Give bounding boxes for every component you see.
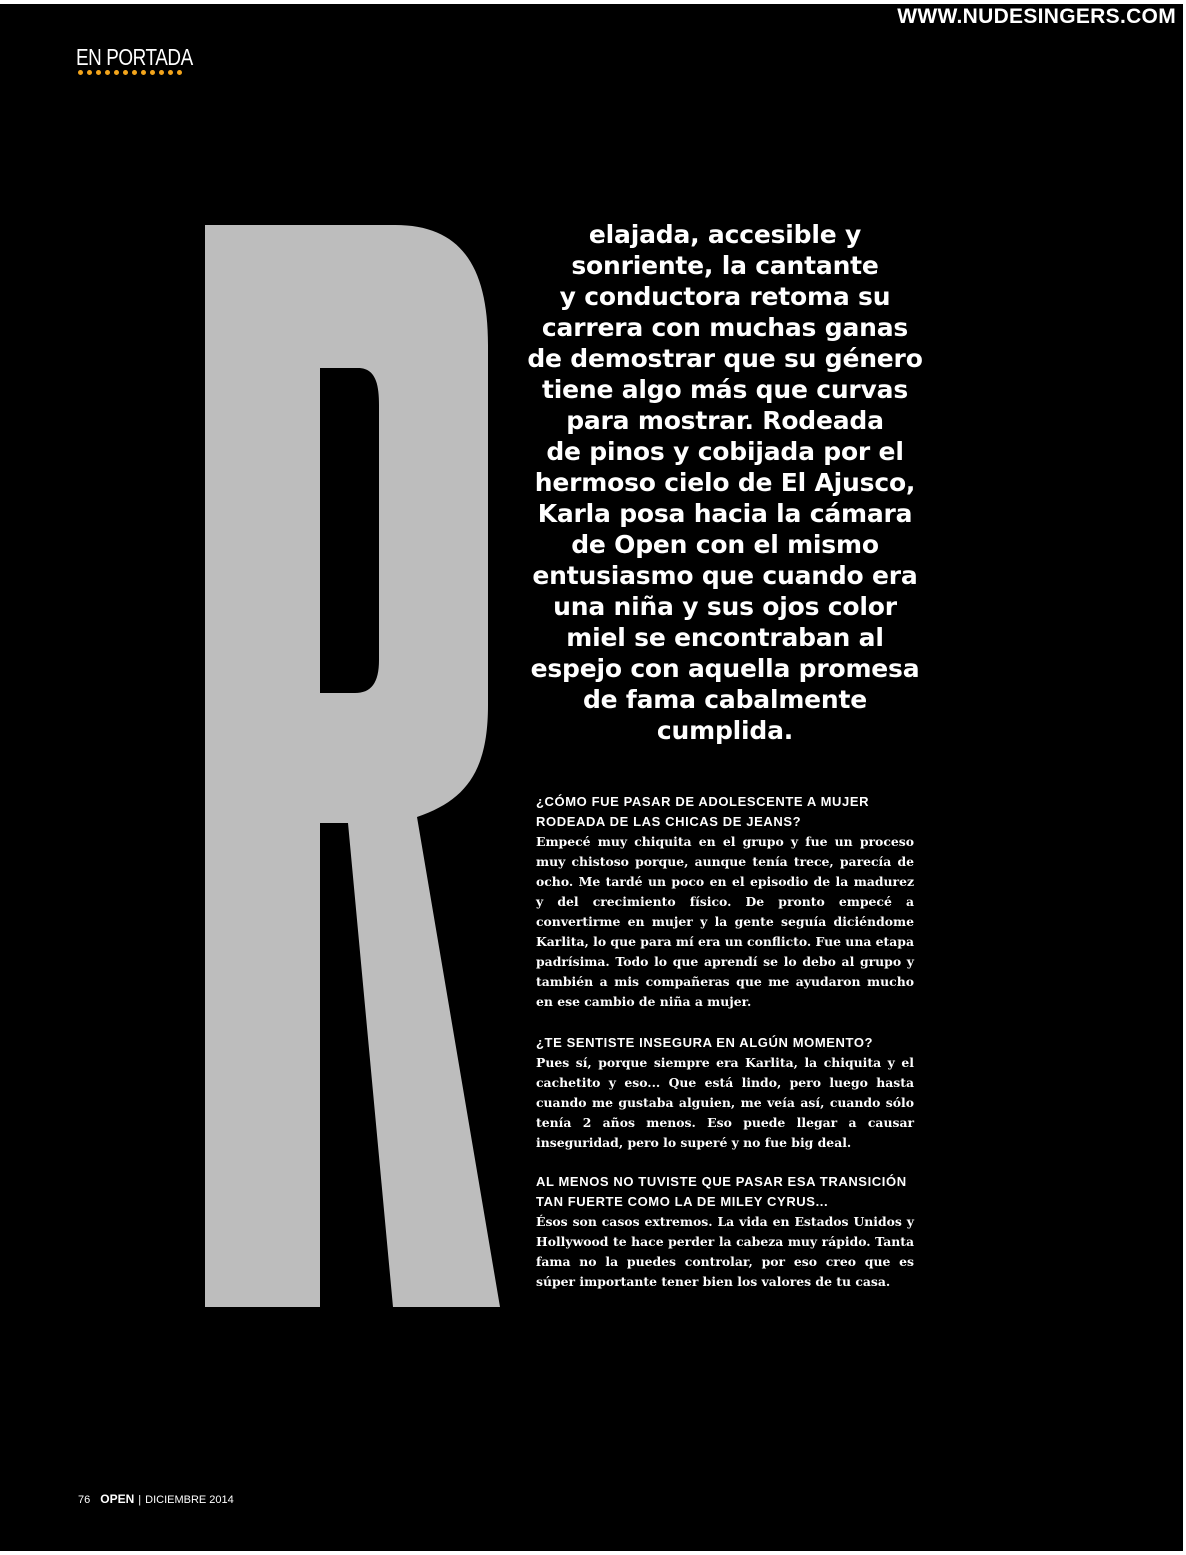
bottom-border [0, 1551, 1186, 1555]
page-footer [78, 1492, 234, 1506]
lead-line: de fama cabalmente [582, 685, 868, 714]
lead-line: una niña y sus ojos color [553, 592, 897, 621]
lead-line: de pinos y cobijada por el [546, 437, 904, 466]
issue-date: DICIEMBRE 2014 [145, 1494, 234, 1506]
lead-line: Karla posa hacia la cámara [537, 499, 913, 528]
top-border [0, 0, 1186, 4]
lead-line: espejo con aquella promesa [530, 654, 920, 683]
lead-line: hermoso cielo de El Ajusco, [534, 468, 916, 497]
footer-separator: | [138, 1494, 142, 1506]
lead-line: carrera con muchas ganas [541, 313, 909, 342]
lead-line: elajada, accesible y [588, 220, 862, 249]
lead-line: y conductora retoma su [559, 282, 891, 311]
qa-question: ¿CÓMO FUE PASAR DE ADOLESCENTE A MUJER RODEADA DE LAS CHICAS DE JEANS? [536, 794, 870, 829]
section-dots [78, 70, 182, 75]
lead-line: tiene algo más que curvas [542, 375, 908, 404]
watermark-text: WWW.NUDESINGERS.COM [897, 5, 1176, 28]
qa-answer: Pues sí, porque siempre era Karlita, la chiquita y el cachetito y eso... Que está lindo, pero luego hasta cuando me gustaba alguien, me veía así, cuando sólo tenía 2 años menos. Eso puede llegar a causar inseguridad, pero lo superé y no fue big deal. [536, 1055, 914, 1150]
lead-line: de Open con el mismo [571, 530, 879, 559]
qa-question: AL MENOS NO TUVISTE QUE PASAR ESA TRANSICIÓN TAN FUERTE COMO LA DE MILEY CYRUS... [536, 1174, 907, 1209]
lead-line: sonriente, la cantante [571, 251, 879, 280]
lead-line: de demostrar que su género [527, 344, 923, 373]
lead-line: para mostrar. Rodeada [566, 406, 884, 435]
qa-block-1 [536, 792, 914, 1012]
qa-block-3 [536, 1172, 914, 1292]
lead-paragraph [520, 219, 930, 746]
page-number: 76 [78, 1494, 91, 1506]
qa-answer: Ésos son casos extremos. La vida en Estados Unidos y Hollywood te hace perder la cabeza muy rápido. Tanta fama no la puedes controlar, por eso creo que es súper importante tener bien los valores de tu casa. [536, 1214, 914, 1289]
qa-answer: Empecé muy chiquita en el grupo y fue un proceso muy chistoso porque, aunque tenía trece, parecía de ocho. Me tardé un poco en el episodio de la madurez y del crecimiento físico. De pronto empecé a convertirme en mujer y la gente seguía diciéndome Karlita, lo que para mí era un conflicto. Fue una etapa padrísima. Todo lo que aprendí se lo debo al grupo y también a mis compañeras que me ayudaron mucho en ese cambio de niña a mujer. [536, 834, 914, 1009]
lead-line: cumplida. [656, 716, 794, 745]
qa-question: ¿TE SENTISTE INSEGURA EN ALGÚN MOMENTO? [536, 1035, 874, 1050]
lead-line: entusiasmo que cuando era [532, 561, 918, 590]
lead-line: miel se encontraban al [566, 623, 884, 652]
section-label: EN PORTADA [76, 44, 193, 70]
qa-block-2 [536, 1033, 914, 1153]
magazine-name: OPEN [100, 1492, 135, 1506]
dropcap-letter-r [205, 225, 500, 1307]
